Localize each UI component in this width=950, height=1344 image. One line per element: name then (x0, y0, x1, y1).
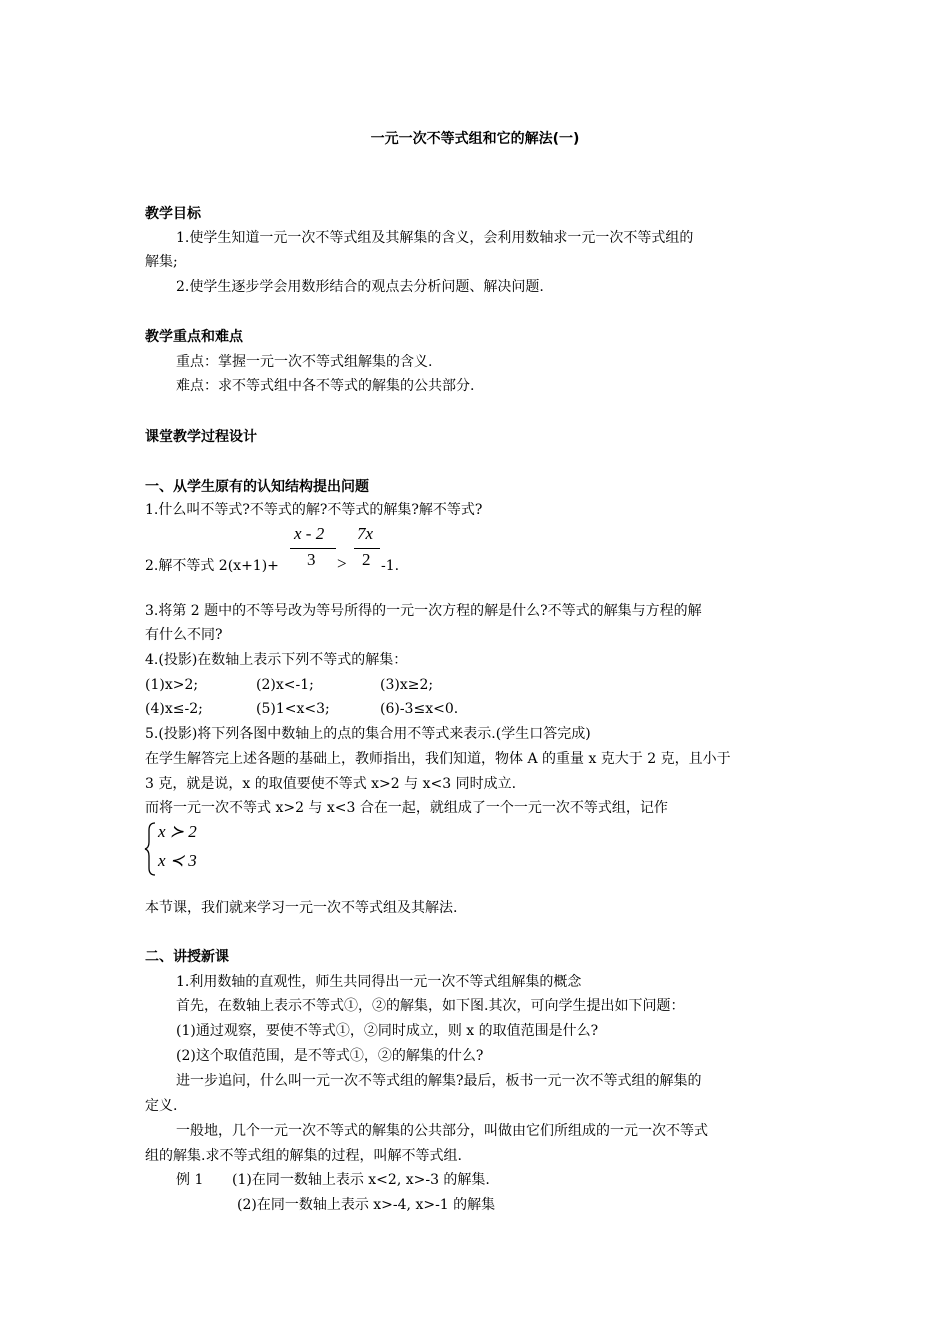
focus-key: 重点：掌握一元一次不等式组解集的含义. (176, 354, 433, 370)
q4-item-5: (5)1<x<3; (256, 701, 330, 717)
question-2-prefix: 2.解不等式 2(x+1)+ (145, 558, 279, 574)
paragraph-3: 本节课，我们就来学习一元一次不等式组及其解法. (145, 900, 458, 916)
goal-2: 2.使学生逐步学会用数形结合的观点去分析问题、解决问题. (176, 279, 544, 295)
section2-line-6b: 组的解集.求不等式组的解集的过程，叫解不等式组. (145, 1148, 462, 1164)
paragraph-1-line-2: 3 克，就是说，x 的取值要使不等式 x>2 与 x<3 同时成立. (145, 776, 517, 792)
example-1-part-1: (1)在同一数轴上表示 x<2, x>-3 的解集. (232, 1172, 490, 1188)
fraction-2-denominator: 2 (362, 550, 371, 569)
section2-line-3: (1)通过观察，要使不等式①，②同时成立，则 x 的取值范围是什么? (176, 1023, 599, 1039)
focus-difficult: 难点：求不等式组中各不等式的解集的公共部分. (176, 378, 475, 394)
q4-item-3: (3)x≥2; (380, 677, 434, 693)
system-line-2: x ≺ 3 (158, 851, 197, 870)
q4-item-2: (2)x<-1; (256, 677, 314, 693)
paragraph-1-line-1: 在学生解答完上述各题的基础上，教师指出，我们知道，物体 A 的重量 x 克大于 2 克，且小于 (145, 751, 731, 767)
section2-line-2: 首先，在数轴上表示不等式①，②的解集，如下图.其次，可向学生提出如下问题： (176, 998, 685, 1014)
goal-1-line-2: 解集; (145, 254, 178, 270)
q4-item-6: (6)-3≤x<0. (380, 701, 459, 717)
q4-item-4: (4)x≤-2; (145, 701, 203, 717)
example-label: 例 1 (176, 1172, 204, 1188)
paragraph-2: 而将一元一次不等式 x>2 与 x<3 合在一起，就组成了一个一元一次不等式组，记作 (145, 800, 668, 816)
section2-line-1: 1.利用数轴的直观性，师生共同得出一元一次不等式组解集的概念 (176, 974, 582, 990)
goal-1-line-1: 1.使学生知道一元一次不等式组及其解集的含义，会利用数轴求一元一次不等式组的 (176, 230, 694, 246)
focus-heading: 教学重点和难点 (145, 329, 243, 345)
greater-than-sign: > (337, 554, 347, 573)
fraction-1-denominator: 3 (307, 550, 316, 569)
section2-line-6a: 一般地，几个一元一次不等式的解集的公共部分，叫做由它们所组成的一元一次不等式 (176, 1123, 708, 1139)
section1-heading: 一、从学生原有的认知结构提出问题 (145, 479, 369, 495)
fraction-2-bar (354, 548, 380, 549)
fraction-2-numerator: 7x (357, 524, 374, 543)
question-1: 1.什么叫不等式?不等式的解?不等式的解集?解不等式? (145, 502, 483, 518)
question-4: 4.(投影)在数轴上表示下列不等式的解集： (145, 652, 408, 668)
system-brace (144, 822, 158, 876)
section2-line-4: (2)这个取值范围，是不等式①，②的解集的什么? (176, 1048, 484, 1064)
section2-line-5b: 定义. (145, 1098, 178, 1114)
page-title: 一元一次不等式组和它的解法(一) (370, 131, 580, 147)
goals-heading: 教学目标 (145, 206, 201, 222)
fraction-1-numerator: x - 2 (294, 524, 325, 543)
question-2-suffix: -1. (381, 558, 400, 574)
question-5: 5.(投影)将下列各图中数轴上的点的集合用不等式来表示.(学生口答完成) (145, 726, 591, 742)
system-line-1: x ≻ 2 (158, 822, 197, 841)
q4-item-1: (1)x>2; (145, 677, 199, 693)
section2-line-5a: 进一步追问，什么叫一元一次不等式组的解集?最后，板书一元一次不等式组的解集的 (176, 1073, 702, 1089)
question-3-line-2: 有什么不同? (145, 627, 223, 643)
fraction-1-bar (290, 548, 336, 549)
example-1-part-2: (2)在同一数轴上表示 x>-4, x>-1 的解集 (237, 1197, 496, 1213)
process-heading: 课堂教学过程设计 (145, 429, 257, 445)
section2-heading: 二、讲授新课 (145, 949, 229, 965)
question-3-line-1: 3.将第 2 题中的不等号改为等号所得的一元一次方程的解是什么?不等式的解集与方程的解 (145, 603, 702, 619)
